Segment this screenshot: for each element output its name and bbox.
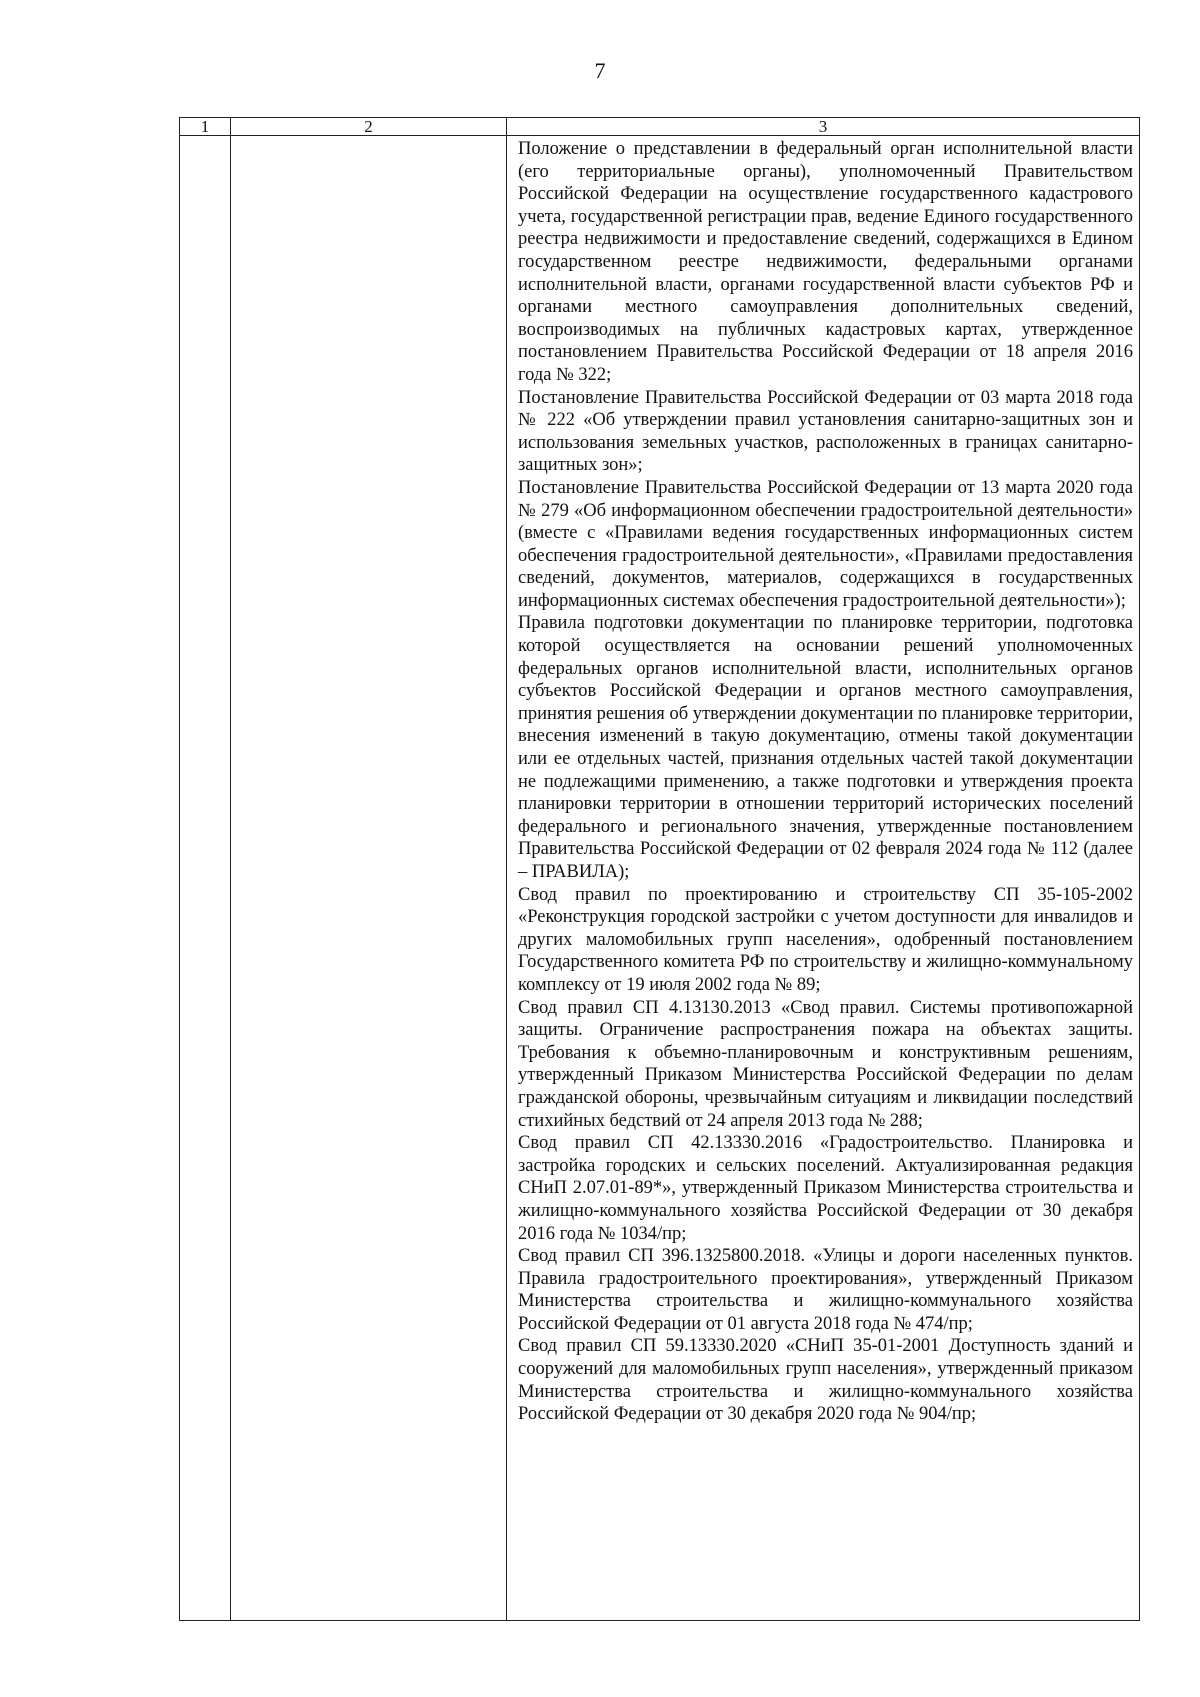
paragraph-resolution-279: Постановление Правительства Российской Федерации от 13 марта 2020 года № 279 «Об информационном обеспечении градостроительной деятельности» (вместе с «Правилами ведения государственных информационных систем обеспечения градостроительной деятельности», «Правилами предоставления сведений, документов, материалов, содержащихся в государственных информационных системах обеспечения градостроительной деятельности»);: [518, 477, 1133, 611]
paragraph-resolution-222: Постановление Правительства Российской Федерации от 03 марта 2018 года № 222 «Об утверждении правил установления санитарно-защитных зон и использования земельных участков, расположенных в границах санитарно-защитных зон»;: [518, 387, 1133, 476]
paragraph-planning-rules: Правила подготовки документации по планировке территории, подготовка которой осуществляется на основании решений уполномоченных федеральных органов исполнительной власти, исполнительных органов субъектов Российской Федерации и органов местного самоуправления, принятия решения об утверждении документации по планировке территории, внесения изменений в такую документацию, отмены такой документации или ее отдельных частей, признания отдельных частей такой документации не подлежащими применению, а также подготовки и утверждения проекта планировки территории в отношении территорий исторических поселений федерального и регионального значения, утвержденные постановлением Правительства Российской Федерации от 02 февраля 2024 года № 112 (далее – ПРАВИЛА);: [518, 613, 1133, 882]
cell-col-2: [231, 136, 507, 1621]
document-table: [179, 117, 1140, 1621]
paragraph-sp-35-105-2002: Свод правил по проектированию и строительству СП 35-105-2002 «Реконструкция городской застройки с учетом доступности для инвалидов и других маломобильных групп населения», одобренный постановлением Государственного комитета РФ по строительству и жилищно-коммунальному комплексу от 19 июля 2002 года № 89;: [518, 884, 1133, 995]
paragraph-sp-4-13130-2013: Свод правил СП 4.13130.2013 «Свод правил. Системы противопожарной защиты. Ограничение распространения пожара на объектах защиты. Требования к объемно-планировочным и конструктивным решениям, утвержденный Приказом Министерства Российской Федерации по делам гражданской обороны, чрезвычайным ситуациям и ликвидации последствий стихийных бедствий от 24 апреля 2013 года № 288;: [518, 997, 1133, 1131]
table-header-row: [180, 118, 1140, 136]
page-number: 7: [594, 58, 606, 83]
header-col-2: 2: [231, 118, 507, 136]
paragraph-sp-42-13330-2016: Свод правил СП 42.13330.2016 «Градостроительство. Планировка и застройка городских и сельских поселений. Актуализированная редакция СНиП 2.07.01-89*», утвержденный Приказом Министерства строительства и жилищно-коммунального хозяйства Российской Федерации от 30 декабря 2016 года № 1034/пр;: [518, 1133, 1133, 1244]
header-col-3: 3: [507, 118, 1140, 136]
cell-col-1: [180, 136, 231, 1621]
header-col-1: 1: [180, 118, 231, 136]
paragraph-sp-396-1325800-2018: Свод правил СП 396.1325800.2018. «Улицы и дороги населенных пунктов. Правила градостроительного проектирования», утвержденный Приказом Министерства строительства и жилищно-коммунального хозяйства Российской Федерации от 01 августа 2018 года № 474/пр;: [518, 1246, 1133, 1334]
cell-col-3: [507, 136, 1140, 1621]
paragraph-sp-59-13330-2020: Свод правил СП 59.13330.2020 «СНиП 35-01-2001 Доступность зданий и сооружений для маломобильных групп населения», утвержденный приказом Министерства строительства и жилищно-коммунального хозяйства Российской Федерации от 30 декабря 2020 года № 904/пр;: [518, 1336, 1133, 1425]
table-row: [180, 136, 1140, 1621]
paragraph-rosreestr-regulation: Положение о представлении в федеральный орган исполнительной власти (его территориальные органы), уполномоченный Правительством Российской Федерации на осуществление государственного кадастрового учета, государственной регистрации прав, ведение Единого государственного реестра недвижимости и предоставление сведений, содержащихся в Едином государственном реестре недвижимости, федеральными органами исполнительной власти, органами государственной власти субъектов РФ и органами местного самоуправления дополнительных сведений, воспроизводимых на публичных кадастровых картах, утвержденное постановлением Правительства Российской Федерации от 18 апреля 2016 года № 322;: [518, 139, 1133, 385]
